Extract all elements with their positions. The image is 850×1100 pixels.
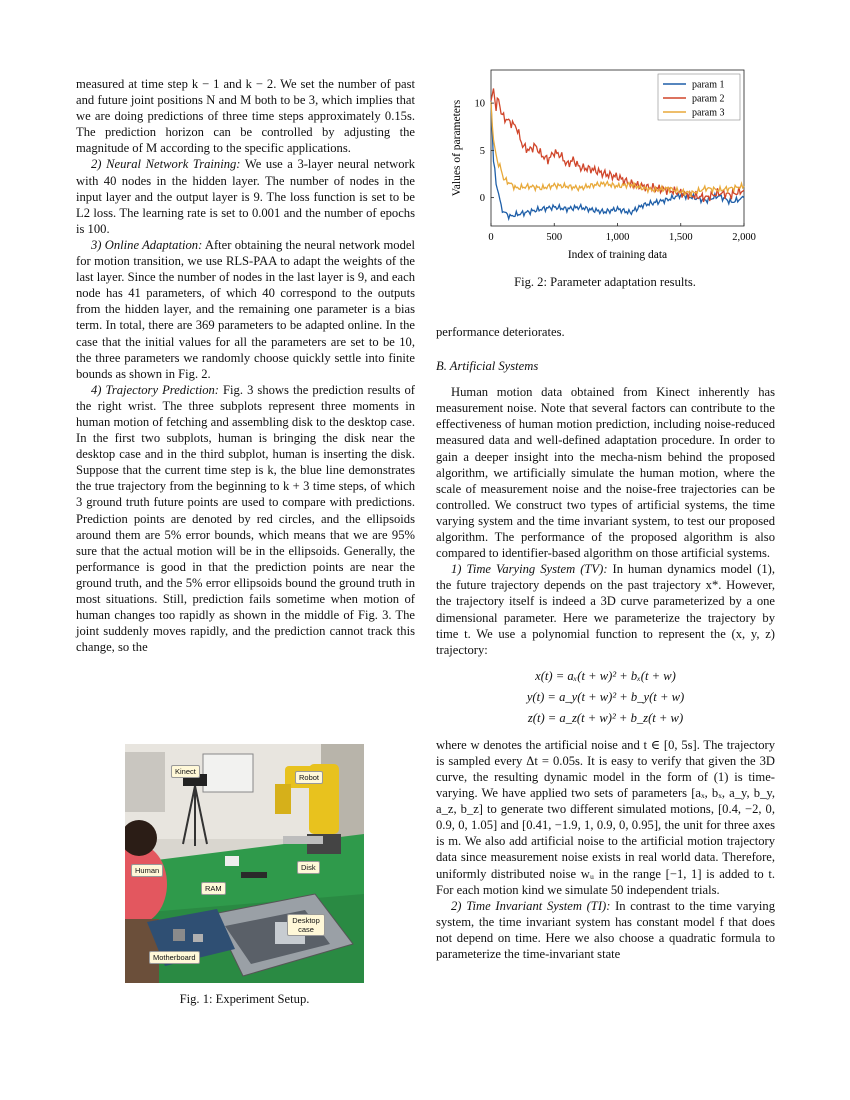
motherboard-label: Motherboard [149,951,200,964]
experiment-setup-photo [125,744,364,983]
subsection-heading: 2) Neural Network Training: [91,157,241,172]
paragraph-text: We use a 3-layer neural network with 40 nodes in the hidden layer. The number of nodes in the input layer and the output layer is 9. The loss function is set to be L2 loss. The learning rate is set to 0.001 and the number of epochs is 100. [76,157,416,236]
x-tick-label: 2,000 [732,232,756,243]
legend [658,74,740,120]
paragraph [436,561,775,658]
paragraph-text: Fig. 3 shows the prediction results of the right wrist. The three subplots represent three moments in human motion of fetching and assembling disk to the desktop case. In the first two subplots, human is bringing the disk near the desktop case and in the third subplot, human is inserting the disk. Suppose that the current time step is k, the blue line demonstrates the true trajectory from the beginning to k + 3 time steps, of which 3 ground truth future points are used to compare with predictions. Prediction points are denoted by red circles, and the ellipsoids around them are 5% error bounds, which means that we are 95% sure that the actual motion will be in the ellipsoids. Generally, the performance is good in that the prediction points are near the ground truth, and the 5% error ellipsoids bound the ground truth in most situations. Still, prediction fails sometime when motion of human changes too rapidly as shown in the middle of Fig. 3. The joint suddenly moves rapidly, and the prediction cannot track this change, so the [76,382,415,655]
paragraph-text: In contrast to the time varying system, the time invariant system has constant model f that does not depend on time. Here we also choose a quadratic formula to parameterize the time-invariant state [436,898,775,961]
robot-label: Robot [295,771,323,784]
y-axis-label: Values of parameters [451,99,463,197]
kinect-label: Kinect [171,765,200,778]
legend-entry: param 1 [692,79,725,91]
figure-1-caption: Fig. 1: Experiment Setup. [179,992,310,1006]
x-tick-label: 500 [546,232,563,243]
paragraph: where w denotes the artificial noise and t ∈ [0, 5s]. The trajectory is sampled every Δt = 0.05s. It is easy to verify that given the 3D curve, the resulting dynamic model in the form of (1) is time-varying. We have applied two sets of parameters [aₓ, bₓ, a_y, b_y, a_z, b_z] to generate two different simulated motions, [0.4, −2, 0, 0.9, 0, 1.05] and [0.41, −1.9, 1, 0.9, 0, 0.95], the unit for three axes is m. We also add artificial noise to the artificial motion trajectory data since measurement noise exists in real world data. Therefore, uniformly distributed noise wᵤ in the range [−1, 1] is added to t. For each motion kind we simulate 50 independent trials. [436,737,775,897]
left-column [76,76,415,655]
series-line-1 [491,103,744,219]
paragraph-text: After obtaining the neural network model for motion transition, we use RLS-PAA to adapt the weights of the last layer. Since the number of nodes in the last layer is 9, and each node has 41 parameters, of which 40 correspond to the outputs from the hidden layer, and the remaining one parameter is a bias term. In total, there are 369 parameters to be adapted online. In the case that the initial values for all the parameters are set to be 10, the three parameters we randomly choose quickly settle into finite bounds as shown in Fig. 2. [76,237,415,381]
parameter-adaptation-chart [448,62,762,272]
y-tick-label: 10 [474,98,485,110]
desktop-case-label: Desktop case [287,914,325,936]
subsection-heading: 2) Time Invariant System (TI): [451,898,611,913]
right-column [436,324,775,962]
paragraph: performance deteriorates. [436,325,565,339]
x-tick-label: 1,000 [605,232,630,243]
human-label: Human [131,864,163,877]
paragraph: measured at time step k − 1 and k − 2. We set the number of past and future joint positions N and M both to be 3, which implies that we are doing predictions of three time steps approximately 0.15s. The prediction horizon can be controlled by adjusting the magnitude of M according to the specific applications. [76,77,415,156]
paragraph [76,156,415,236]
paragraph [76,382,415,656]
figure-2-caption: Fig. 2: Parameter adaptation results. [514,275,696,289]
paragraph [76,237,415,382]
subsection-heading: 4) Trajectory Prediction: [91,382,219,397]
equation-y: y(t) = a_y(t + w)² + b_y(t + w) [526,689,685,704]
x-tick-label: 0 [488,232,494,243]
paragraph: Human motion data obtained from Kinect inherently has measurement noise. Note that several factors can contribute to the effectiveness of human motion prediction, including noise-reduced measured data and well-defined adaptation procedure. In order to gain a deeper insight into the mecha-nism behind the proposed algorithm, we artificially simulate the human motion, where the scale of measurement noise and the noise-free trajectories can be controlled. We construct two types of artificial systems, the time varying system and the time invariant system, to test our proposed algorithm. The performance of the proposed algorithm is also compared to identifier-based algorithm on those artificial systems. [436,385,775,561]
legend-entry: param 2 [692,93,725,105]
disk-label: Disk [297,861,320,874]
section-title: B. Artificial Systems [436,359,539,374]
x-axis-label: Index of training data [567,249,668,261]
subsection-heading: 3) Online Adaptation: [91,237,203,252]
legend-entry: param 3 [692,107,725,119]
y-tick-label: 5 [479,145,485,157]
equation-z: z(t) = a_z(t + w)² + b_z(t + w) [527,710,684,725]
paragraph [436,898,775,962]
x-tick-label: 1,500 [668,232,693,243]
equation-block [436,666,775,729]
paragraph-text: In human dynamics model (1), the future trajectory depends on the past trajectory x*. However, the trajectory itself is indeed a 3D curve parameterized by a one dimensional parameter. Here we parameterize the trajectory by time t. We use a polynomial function to represent the (x, y, z) trajectory: [436,562,775,657]
equation-x: x(t) = aₓ(t + w)² + bₓ(t + w) [535,668,676,683]
subsection-heading: 1) Time Varying System (TV): [451,562,608,577]
y-tick-label: 0 [479,193,485,205]
ram-label: RAM [201,882,226,895]
